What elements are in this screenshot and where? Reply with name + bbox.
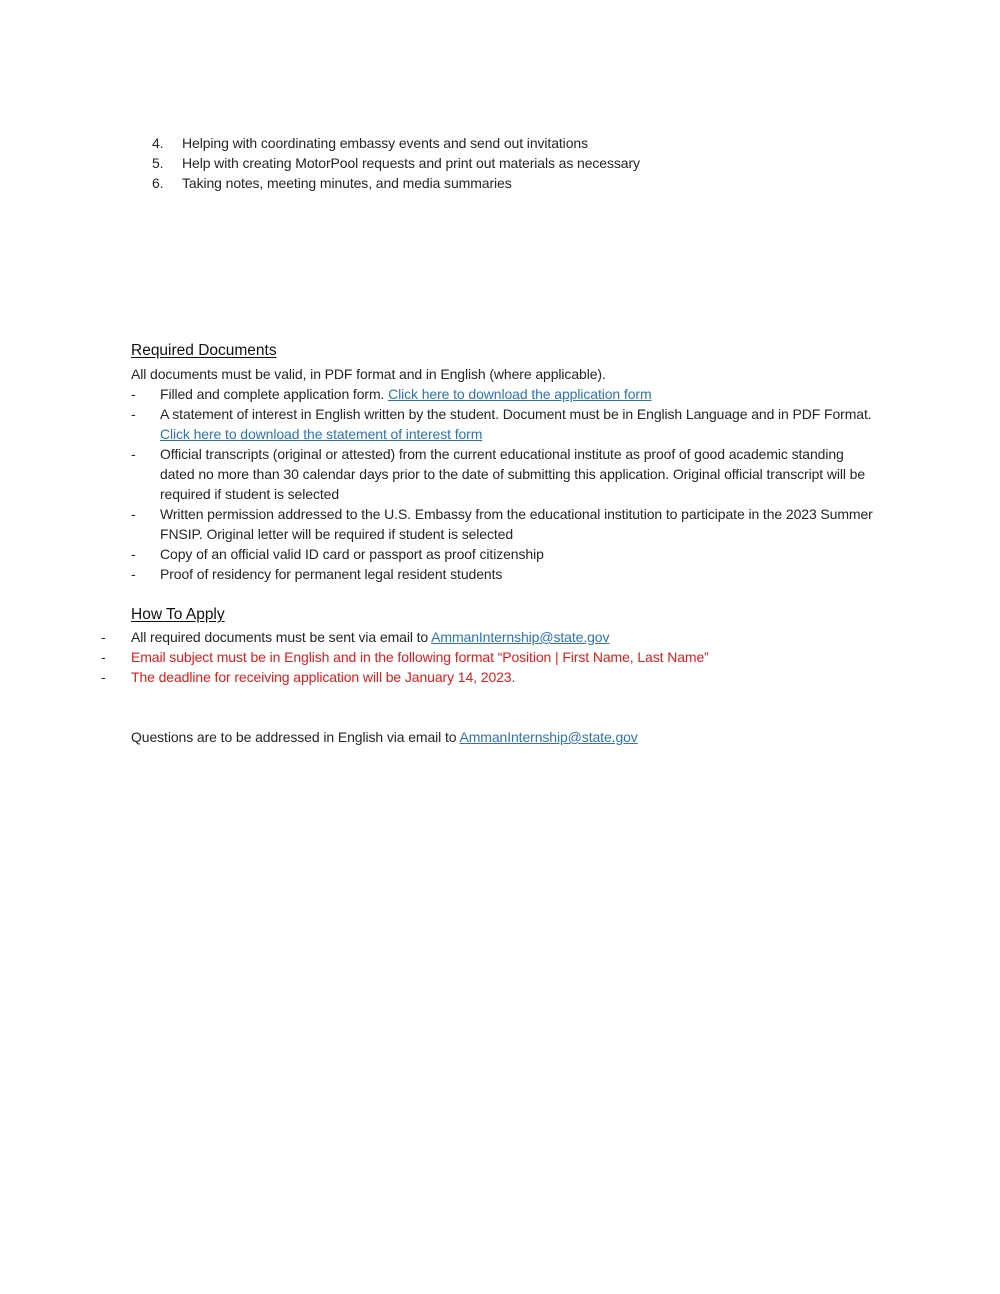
list-item: Proof of residency for permanent legal resident students xyxy=(160,566,503,582)
list-text: Filled and complete application form. xyxy=(160,386,389,402)
list-text: Helping with coordinating embassy events and send out invitations xyxy=(182,135,588,151)
list-text: Help with creating MotorPool requests and print out materials as necessary xyxy=(182,155,640,171)
bullet-dash: - xyxy=(131,566,136,582)
list-item xyxy=(152,133,640,153)
download-application-form-link[interactable]: Click here to download the application form xyxy=(388,386,652,402)
email-link[interactable]: AmmanInternship@state.gov xyxy=(431,629,610,645)
questions-line xyxy=(131,727,638,747)
questions-text: Questions are to be addressed in English via email to xyxy=(131,729,460,745)
bullet-dash: - xyxy=(101,649,106,665)
list-number: 4. xyxy=(152,135,164,151)
list-number: 5. xyxy=(152,155,164,171)
list-text: All required documents must be sent via email to xyxy=(131,629,432,645)
list-item-line: dated no more than 30 calendar days prior to the date of submitting this application. Original official transcript will be xyxy=(160,466,866,482)
bullet-dash: - xyxy=(101,669,106,685)
list-number: 6. xyxy=(152,175,164,191)
list-item xyxy=(152,153,640,173)
list-text: Taking notes, meeting minutes, and media summaries xyxy=(182,175,512,191)
how-to-apply-heading: How To Apply xyxy=(131,606,225,623)
list-item xyxy=(131,627,609,647)
bullet-dash: - xyxy=(131,506,136,522)
list-item: Copy of an official valid ID card or passport as proof citizenship xyxy=(160,546,544,562)
required-documents-intro: All documents must be valid, in PDF format and in English (where applicable). xyxy=(131,366,606,382)
deadline-note: The deadline for receiving application will be January 14, 2023. xyxy=(131,669,516,685)
bullet-dash: - xyxy=(131,386,136,402)
list-item-line: FNSIP. Original letter will be required if student is selected xyxy=(160,526,514,542)
bullet-dash: - xyxy=(131,546,136,562)
list-item-line: Official transcripts (original or attested) from the current educational institute as proof of good academic standing xyxy=(160,446,844,462)
list-item: A statement of interest in English written by the student. Document must be in English Language and in PDF Format. xyxy=(160,406,872,422)
list-item-line: required if student is selected xyxy=(160,486,340,502)
duties-list xyxy=(152,133,640,193)
bullet-dash: - xyxy=(131,446,136,462)
download-statement-of-interest-link[interactable]: Click here to download the statement of interest form xyxy=(160,426,483,442)
required-documents-heading: Required Documents xyxy=(131,342,277,359)
bullet-dash: - xyxy=(131,406,136,422)
list-item xyxy=(152,173,640,193)
questions-email-link[interactable]: AmmanInternship@state.gov xyxy=(459,729,638,745)
list-item xyxy=(160,384,652,404)
email-subject-format-note: Email subject must be in English and in the following format “Position | First Name, Last Name” xyxy=(131,649,709,665)
list-item-line: Written permission addressed to the U.S. Embassy from the educational institution to participate in the 2023 Summer xyxy=(160,506,873,522)
bullet-dash: - xyxy=(101,629,106,645)
